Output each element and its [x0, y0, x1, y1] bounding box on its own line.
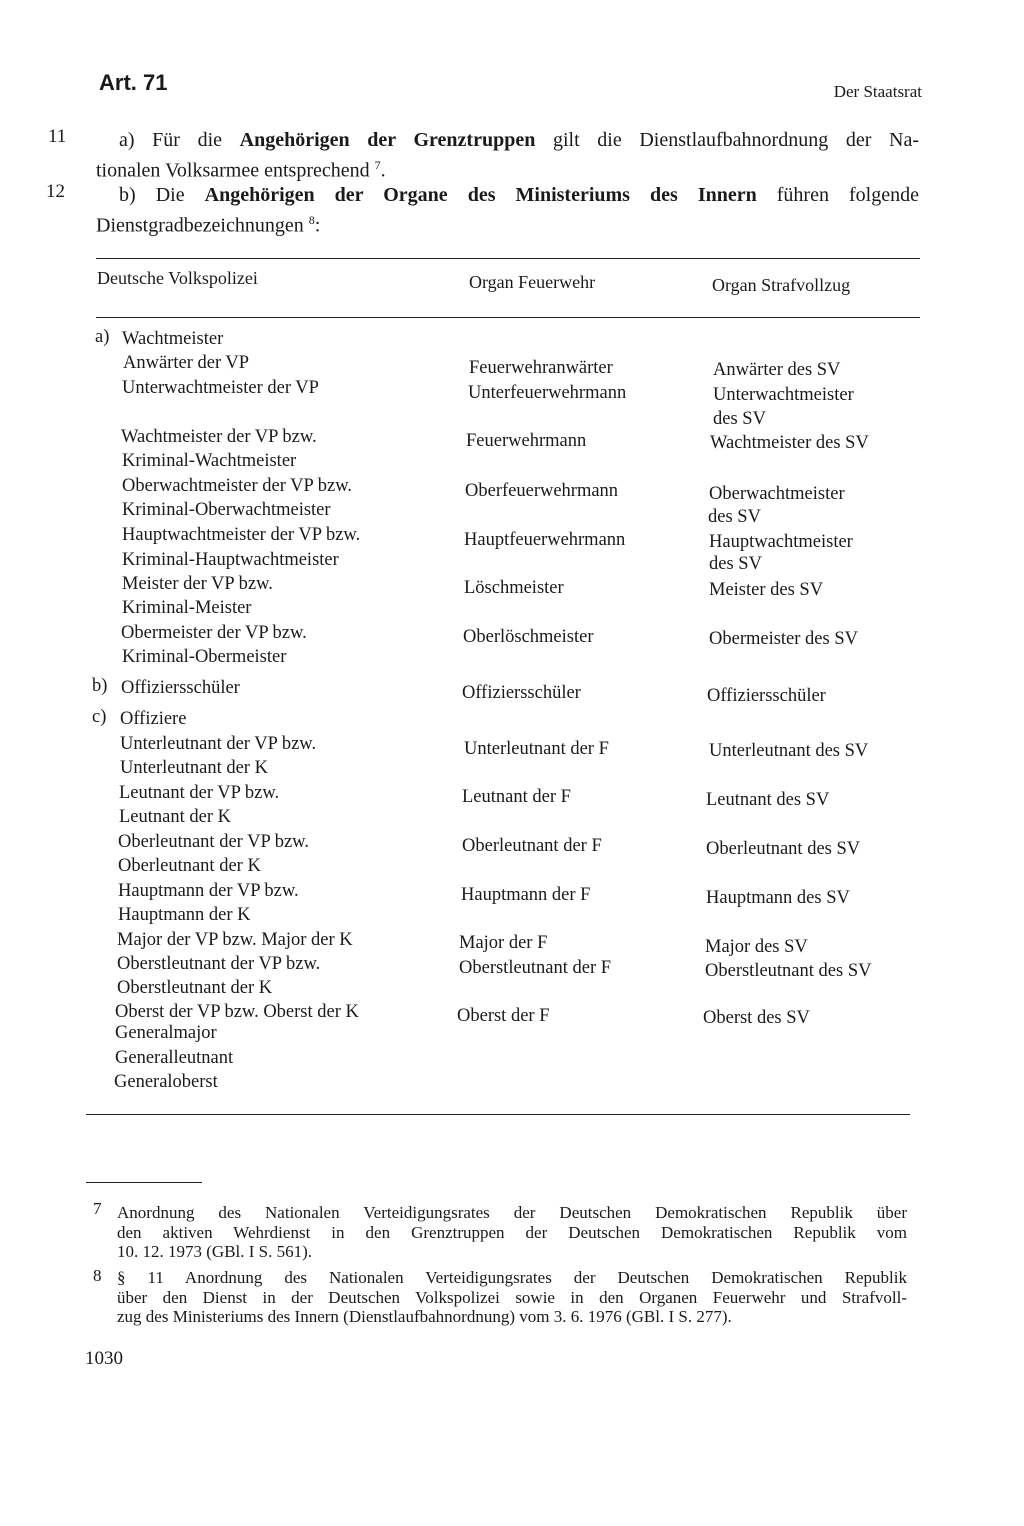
feuerwehr-cell: Unterfeuerwehrmann — [468, 383, 627, 403]
feuerwehr-cell: Oberleutnant der F — [462, 836, 602, 856]
paragraph-line: b) Die Angehörigen der Organe des Ministeriums des Innern führen folgende — [119, 184, 919, 206]
strafvollzug-cell: Unterwachtmeister — [713, 385, 854, 405]
paragraph-line: tionalen Volksarmee entsprechend $^7$. — [96, 158, 386, 182]
strafvollzug-cell: Oberleutnant des SV — [706, 839, 861, 859]
emphasis: Angehörigen der Organe des Ministeriums des Innern — [204, 184, 757, 206]
paragraph-line: a) Für die Angehörigen der Grenztruppen gilt die Dienstlaufbahnordnung der Na- — [119, 129, 919, 151]
footnote-7 — [117, 1203, 907, 1262]
volkspolizei-cell: Generalleutnant — [115, 1048, 234, 1068]
volkspolizei-cell: Anwärter der VP — [123, 353, 250, 373]
footnote-separator — [86, 1182, 202, 1183]
volkspolizei-cell: Hauptmann der K — [118, 905, 251, 925]
group-marker: c) — [92, 707, 107, 727]
feuerwehr-cell: Oberst der F — [457, 1006, 550, 1026]
strafvollzug-cell: Anwärter des SV — [713, 360, 841, 380]
margin-number: 12 — [46, 181, 65, 202]
footnote-8 — [117, 1268, 907, 1327]
column-header-strafvollzug: Organ Strafvollzug — [712, 275, 851, 295]
volkspolizei-cell: Leutnant der K — [119, 807, 231, 827]
strafvollzug-cell: Leutnant des SV — [706, 790, 830, 810]
volkspolizei-cell: Obermeister der VP bzw. — [121, 623, 307, 643]
feuerwehr-cell: Unterleutnant der F — [464, 739, 609, 759]
volkspolizei-cell: Unterleutnant der K — [120, 758, 268, 778]
group-label: Wachtmeister — [122, 329, 224, 349]
volkspolizei-cell: Unterleutnant der VP bzw. — [120, 734, 317, 754]
footnote-line: 10. 12. 1973 (GBl. I S. 561). — [117, 1242, 313, 1261]
strafvollzug-cell: Wachtmeister des SV — [710, 433, 869, 453]
strafvollzug-cell: Obermeister des SV — [709, 629, 858, 649]
margin-number: 11 — [48, 126, 67, 147]
column-header-volkspolizei: Deutsche Volkspolizei — [97, 268, 258, 288]
strafvollzug-cell: Hauptmann des SV — [706, 888, 850, 908]
strafvollzug-cell: des SV — [708, 507, 761, 527]
strafvollzug-cell: Major des SV — [705, 937, 808, 957]
volkspolizei-cell: Oberstleutnant der VP bzw. — [117, 954, 321, 974]
volkspolizei-cell: Major der VP bzw. Major der K — [117, 930, 353, 950]
footnote-ref: 8 — [308, 213, 315, 227]
volkspolizei-cell: Generalmajor — [115, 1023, 217, 1043]
volkspolizei-cell: Kriminal-Hauptwachtmeister — [122, 550, 339, 570]
feuerwehr-cell: Leutnant der F — [462, 787, 571, 807]
group-label: Offiziersschüler — [121, 678, 240, 698]
strafvollzug-cell: Oberstleutnant des SV — [705, 961, 872, 981]
volkspolizei-cell: Oberleutnant der VP bzw. — [118, 832, 309, 852]
feuerwehr-cell: Oberstleutnant der F — [459, 958, 612, 978]
volkspolizei-cell: Kriminal-Obermeister — [122, 647, 287, 667]
group-marker: a) — [95, 327, 110, 347]
group-marker: b) — [92, 676, 108, 696]
footnote-number: 8 — [93, 1266, 102, 1285]
volkspolizei-cell: Oberwachtmeister der VP bzw. — [122, 476, 352, 496]
strafvollzug-cell: Offiziersschüler — [707, 686, 826, 706]
volkspolizei-cell: Kriminal-Oberwachtmeister — [122, 500, 331, 520]
strafvollzug-cell: Oberwachtmeister — [709, 484, 845, 504]
article-number: Art. 71 — [99, 70, 168, 95]
footnote-line: § 11 Anordnung des Nationalen Verteidigungsrates der Deutschen Demokratischen Republik — [117, 1268, 907, 1287]
footnote-line: zug des Ministeriums des Innern (Dienstlaufbahnordnung) vom 3. 6. 1976 (GBl. I S. 277). — [117, 1307, 732, 1326]
volkspolizei-cell: Oberstleutnant der K — [117, 978, 273, 998]
feuerwehr-cell: Major der F — [459, 933, 548, 953]
footnote-line: den aktiven Wehrdienst in den Grenztruppen der Deutschen Demokratischen Republik vom — [117, 1222, 907, 1242]
emphasis: Angehörigen der Grenztruppen — [239, 129, 536, 151]
volkspolizei-cell: Meister der VP bzw. — [122, 574, 273, 594]
table-bottom-rule — [86, 1114, 910, 1115]
volkspolizei-cell: Kriminal-Meister — [122, 598, 252, 618]
footnote-ref: 7 — [374, 158, 381, 172]
group-label: Offiziere — [120, 709, 187, 729]
column-header-feuerwehr: Organ Feuerwehr — [469, 272, 596, 292]
strafvollzug-cell: des SV — [713, 409, 766, 429]
strafvollzug-cell: des SV — [709, 554, 762, 574]
feuerwehr-cell: Feuerwehrmann — [466, 431, 587, 451]
feuerwehr-cell: Oberlöschmeister — [463, 627, 594, 647]
table-header-rule — [96, 317, 920, 318]
footnote-line: über den Dienst in der Deutschen Volkspolizei sowie in den Organen Feuerwehr und Strafvoll- — [117, 1287, 907, 1307]
volkspolizei-cell: Hauptmann der VP bzw. — [118, 881, 299, 901]
strafvollzug-cell: Oberst des SV — [703, 1008, 810, 1028]
volkspolizei-cell: Hauptwachtmeister der VP bzw. — [122, 525, 361, 545]
paragraph-line: Dienstgradbezeichnungen $^8$: — [96, 213, 321, 237]
feuerwehr-cell: Oberfeuerwehrmann — [465, 481, 619, 501]
footnote-line: Anordnung des Nationalen Verteidigungsrates der Deutschen Demokratischen Republik über — [117, 1203, 907, 1222]
volkspolizei-cell: Unterwachtmeister der VP — [122, 378, 319, 398]
feuerwehr-cell: Löschmeister — [464, 578, 564, 598]
volkspolizei-cell: Wachtmeister der VP bzw. — [121, 427, 317, 447]
strafvollzug-cell: Meister des SV — [709, 580, 824, 600]
footnote-number: 7 — [93, 1199, 102, 1218]
feuerwehr-cell: Feuerwehranwärter — [469, 358, 613, 378]
volkspolizei-cell: Generaloberst — [114, 1072, 218, 1092]
volkspolizei-cell: Oberleutnant der K — [118, 856, 261, 876]
running-header: Der Staatsrat — [833, 82, 922, 101]
page-number: 1030 — [85, 1348, 123, 1369]
volkspolizei-cell: Oberst der VP bzw. Oberst der K — [115, 1002, 359, 1022]
volkspolizei-cell: Kriminal-Wachtmeister — [122, 451, 297, 471]
table-top-rule — [96, 258, 920, 259]
strafvollzug-cell: Unterleutnant des SV — [709, 741, 869, 761]
strafvollzug-cell: Hauptwachtmeister — [709, 532, 853, 552]
volkspolizei-cell: Leutnant der VP bzw. — [119, 783, 280, 803]
feuerwehr-cell: Hauptmann der F — [461, 885, 591, 905]
feuerwehr-cell: Offiziersschüler — [462, 683, 581, 703]
feuerwehr-cell: Hauptfeuerwehrmann — [464, 530, 626, 550]
